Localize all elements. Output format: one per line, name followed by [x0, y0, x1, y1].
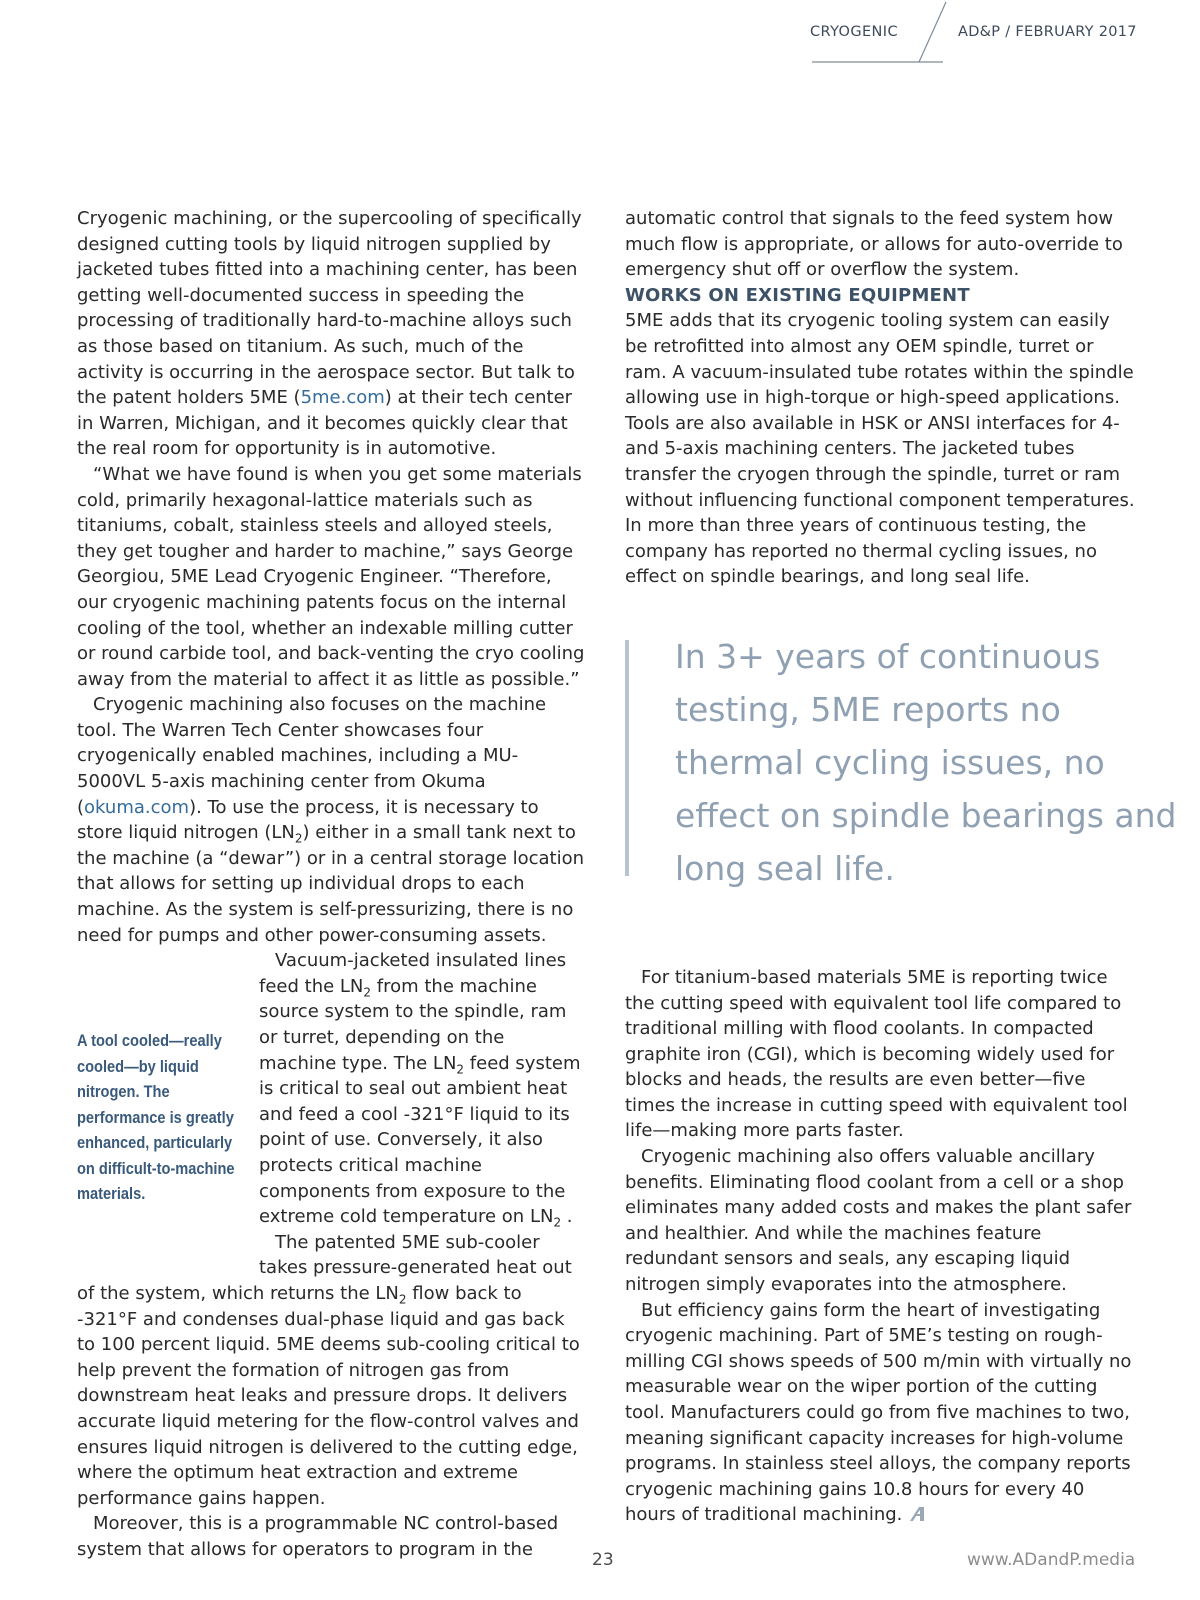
paragraph: 5ME adds that its cryogenic tooling system can easily be retrofitted into almost any OEM spindle, turret or ram. A vacuum-insulated tube rotates within the spindle allowing use in high-torque or high-speed applications. Tools are also available in HSK or ANSI interfaces for 4- and 5-axis machining centers. The jacketed tubes transfer the cryogen through the spindle, turret or ram without influencing functional component temperatures. In more than three years of continuous testing, the company has reported no thermal cycling issues, no effect on spindle bearings, and long seal life.	[625, 310, 1135, 588]
photo-caption: A tool cooled—really cooled—by liquid nitrogen. The performance is greatly enhanced, particularly on difficult-to-machine materials.	[77, 1031, 235, 1204]
paragraph: The patented 5ME sub-cooler takes pressure-generated heat out of the system, which returns the $LN_2$ flow back to -321°F and condenses dual-phase liquid and gas back to 100 percent liquid. 5ME deems sub-cooling critical to help prevent the formation of nitrogen gas from downstream heat leaks and pressure drops. It delivers accurate liquid metering for the flow-control valves and ensures liquid nitrogen is delivered to the cutting edge, where the optimum heat extraction and extreme performance gains happen.	[77, 1231, 580, 1509]
right-column	[625, 206, 1177, 1528]
pull-quote-text: In 3+ years of continuous testing, 5ME reports no thermal cycling issues, no effect on spindle bearings and long seal life.	[675, 636, 1177, 888]
paragraph: Cryogenic machining, or the supercooling of specifically designed cutting tools by liquid nitrogen supplied by jacketed tubes fitted into a machining center, has been getting well-documented success in speeding the processing of traditionally hard-to-machine alloys such as those based on titanium. As such, much of the activity is occurring in the aerospace sector. But talk to the patent holders 5ME (5me.com) at their tech center in Warren, Michigan, and it becomes quickly clear that the real room for opportunity is in automotive.	[77, 208, 582, 460]
issue-label: AD&P / FEBRUARY 2017	[958, 24, 1137, 40]
paragraph: For titanium-based materials 5ME is reporting twice the cutting speed with equivalent tool life compared to traditional milling with flood coolants. In compacted graphite iron (CGI), which is becoming widely used for blocks and heads, the results are even better—five times the increase in cutting speed with equivalent tool life—making more parts faster.	[625, 966, 1128, 1142]
paragraph: Cryogenic machining also offers valuable ancillary benefits. Eliminating flood coolant from a cell or a shop eliminates many added costs and makes the plant safer and healthier. And while the machines feature redundant sensors and seals, any escaping liquid nitrogen simply evaporates into the atmosphere.	[625, 1146, 1132, 1296]
paragraph: Cryogenic machining also focuses on the machine tool. The Warren Tech Center showcases four cryogenically enabled machines, including a MU-5000VL 5-axis machining center from Okuma (okuma.com). To use the process, it is necessary to store liquid nitrogen $(LN_2)$ either in a small tank next to the machine (a “dewar”) or in a central storage location that allows for setting up individual drops to each machine. As the system is self-pressurizing, there is no need for pumps and other power-consuming assets.	[77, 694, 585, 946]
section-label: CRYOGENIC	[810, 24, 898, 40]
paragraph: But efficiency gains form the heart of investigating cryogenic machining. Part of 5ME’s testing on rough-milling CGI shows speeds of 500 m/min with virtually no measurable wear on the wiper portion of the cutting tool. Manufacturers could go from five machines to two, meaning significant capacity increases for high-volume programs. In stainless steel alloys, the company reports cryogenic machining gains 10.8 hours for every 40 hours of traditional machining.	[625, 1299, 1132, 1526]
pull-quote-bar	[625, 640, 629, 876]
paragraph: Vacuum-jacketed insulated lines feed the $LN_2$ from the machine source system to the spindle, ram or turret, depending on the machine type. The $LN_2$ feed system is critical to seal out ambient heat and feed a cool -321°F liquid to its point of use. Conversely, it also protects critical machine components from exposure to the extreme cold temperature on $LN_2$ .	[259, 950, 581, 1230]
pull-quote	[625, 630, 1195, 895]
link-5me[interactable]: 5me.com	[300, 387, 385, 409]
footer-url[interactable]: www.ADandP.media	[967, 1550, 1136, 1570]
page-number: 23	[592, 1550, 614, 1570]
page-header	[0, 0, 1200, 70]
left-column	[77, 206, 585, 1562]
paragraph: automatic control that signals to the feed system how much flow is appropriate, or allows for auto-override to emergency shut off or overflow the system.	[625, 208, 1123, 281]
subheading: WORKS ON EXISTING EQUIPMENT	[625, 284, 970, 306]
paragraph: “What we have found is when you get some materials cold, primarily hexagonal-lattice materials such as titaniums, cobalt, stainless steels and alloyed steels, they get tougher and harder to machine,” says George Georgiou, 5ME Lead Cryogenic Engineer. “Therefore, our cryogenic machining patents focus on the internal cooling of the tool, whether an indexable milling cutter or round carbide tool, and back-venting the cryo cooling away from the material to affect it as little as possible.”	[77, 463, 585, 690]
paragraph: Moreover, this is a programmable NC control-based system that allows for operators to program in the	[77, 1513, 559, 1560]
end-mark-icon	[908, 1506, 928, 1522]
caption-box	[77, 960, 259, 1280]
link-okuma[interactable]: okuma.com	[84, 796, 190, 818]
